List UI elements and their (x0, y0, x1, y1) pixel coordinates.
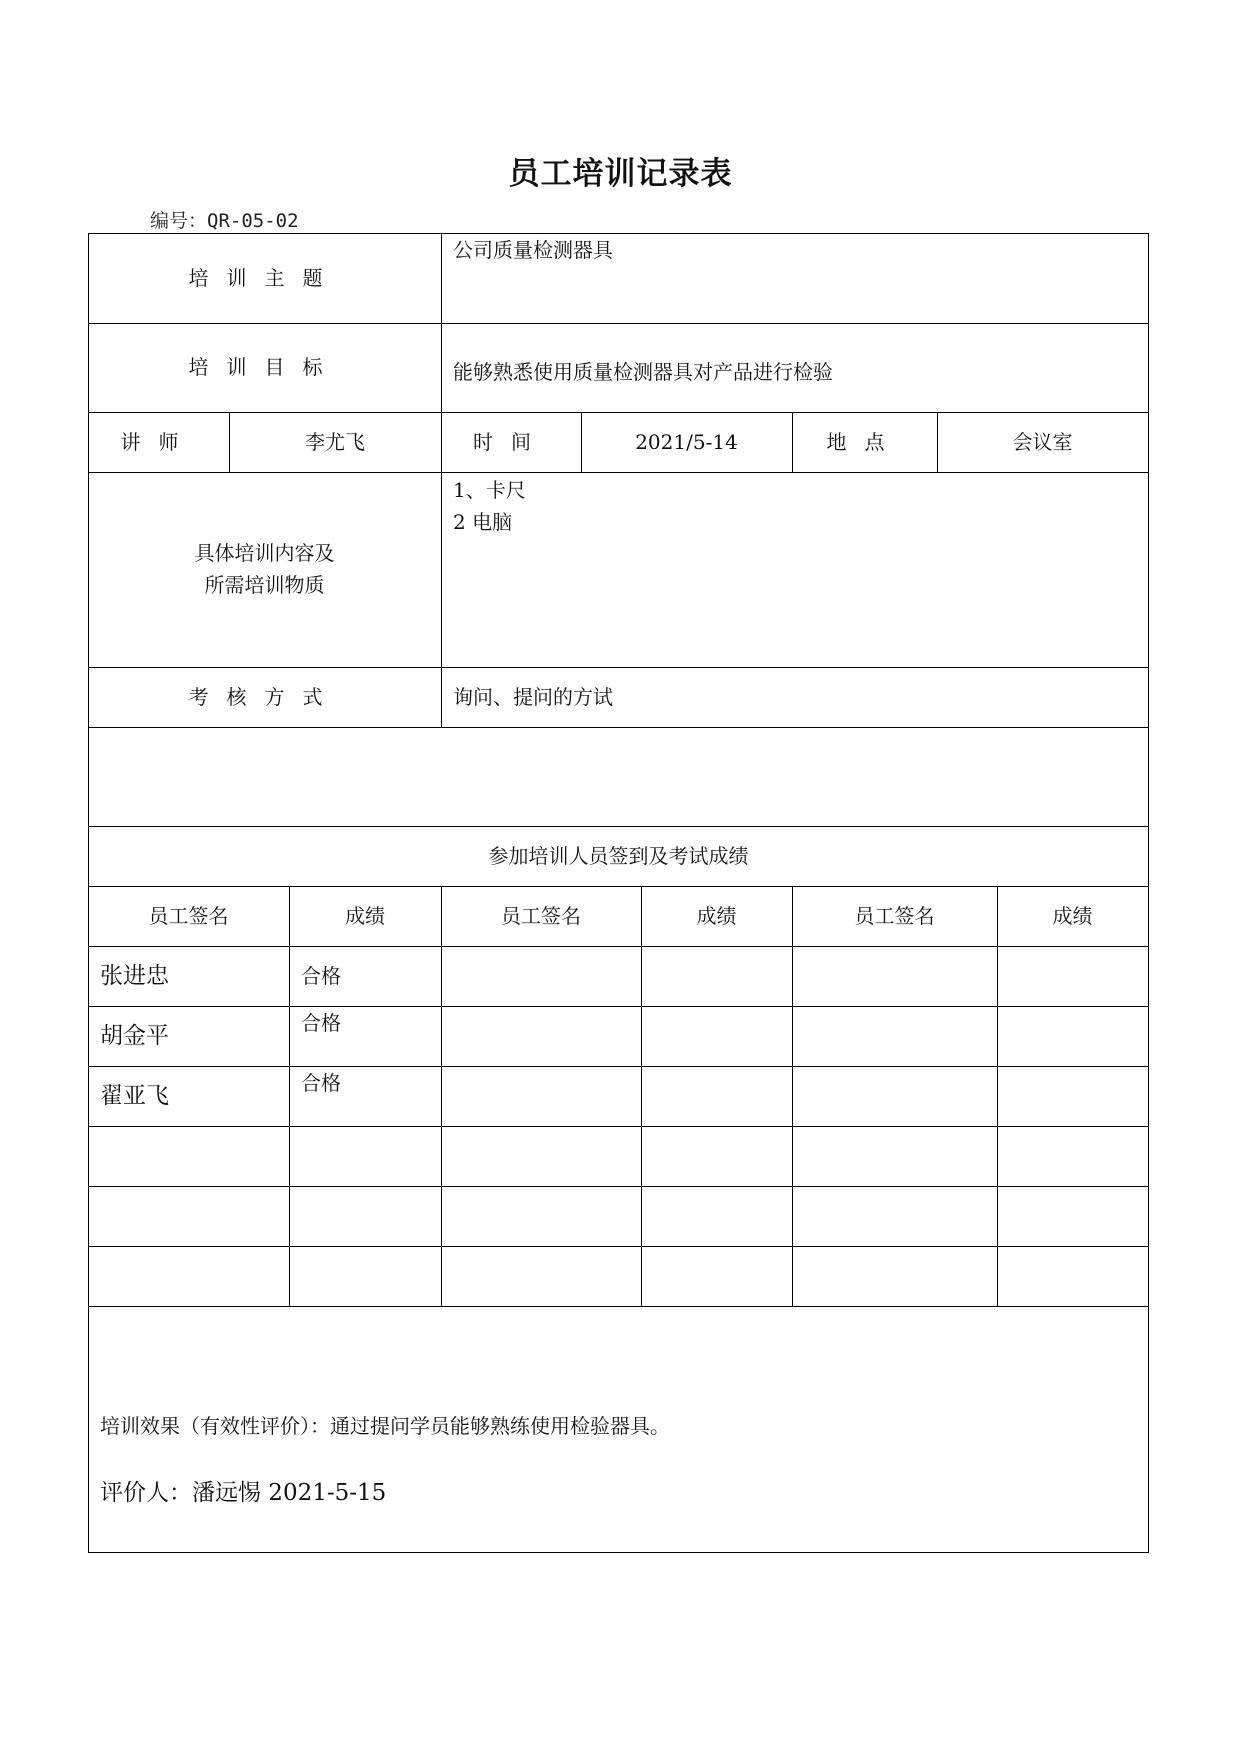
column-divider (997, 886, 998, 1307)
time-label: 时间 (473, 430, 549, 454)
training-effect-text: 培训效果（有效性评价）：通过提问学员能够熟练使用检验器具。 (100, 1414, 670, 1438)
lecturer-label: 讲师 (120, 430, 197, 454)
topic-value: 公司质量检测器具 (453, 238, 613, 262)
assessment-value: 询问、提问的方试 (453, 685, 613, 709)
row-divider (88, 472, 1149, 473)
document-title: 员工培训记录表 (508, 156, 733, 192)
row-divider (88, 412, 1149, 413)
evaluator-text: 评价人：潘远惕 2021-5-15 (100, 1480, 387, 1506)
header-score: 成绩 (1052, 904, 1093, 928)
time-value: 2021/5-14 (635, 430, 738, 454)
row-divider (88, 1306, 1149, 1307)
row-divider (88, 826, 1149, 827)
table-border-right (1148, 233, 1149, 1553)
attendee-score: 合格 (301, 964, 341, 988)
header-employee-signature: 员工签名 (148, 904, 229, 928)
attendee-name: 胡金平 (100, 1023, 169, 1049)
row-divider (88, 946, 1149, 947)
row-divider (88, 323, 1149, 324)
row-divider (88, 1066, 1149, 1067)
place-value: 会议室 (1012, 430, 1073, 454)
table-border-top (88, 233, 1149, 234)
header-employee-signature: 员工签名 (854, 904, 935, 928)
attendance-title: 参加培训人员签到及考试成绩 (488, 844, 749, 868)
column-divider (289, 886, 290, 1307)
column-divider (641, 886, 642, 1307)
row-divider (88, 727, 1149, 728)
content-item: 1、卡尺 (453, 478, 526, 502)
table-border-bottom (88, 1552, 1149, 1553)
row-divider (88, 1006, 1149, 1007)
row-divider (88, 886, 1149, 887)
goal-value: 能够熟悉使用质量检测器具对产品进行检验 (453, 360, 833, 384)
row-divider (88, 1246, 1149, 1247)
assessment-label: 考核方式 (188, 685, 341, 709)
column-divider (792, 886, 793, 1307)
content-label-line2: 所需培训物质 (204, 573, 325, 597)
column-divider (441, 233, 442, 413)
attendee-score: 合格 (301, 1011, 341, 1035)
column-divider (441, 472, 442, 728)
header-score: 成绩 (345, 904, 385, 928)
content-item: 2 电脑 (453, 510, 513, 534)
row-divider (88, 1126, 1149, 1127)
attendee-score: 合格 (301, 1071, 341, 1095)
topic-label: 培训主题 (188, 266, 341, 290)
column-divider (441, 886, 442, 1307)
content-label-line1: 具体培训内容及 (194, 541, 335, 565)
header-employee-signature: 员工签名 (501, 904, 581, 928)
header-score: 成绩 (696, 904, 737, 928)
lecturer-value: 李尤飞 (305, 430, 365, 454)
attendee-name: 张进忠 (100, 963, 169, 989)
row-divider (88, 1186, 1149, 1187)
row-divider (88, 667, 1149, 668)
document-code: 编号：QR-05-02 (150, 210, 299, 232)
place-label: 地点 (826, 430, 903, 454)
attendee-name: 翟亚飞 (100, 1083, 169, 1109)
goal-label: 培训目标 (188, 355, 341, 379)
